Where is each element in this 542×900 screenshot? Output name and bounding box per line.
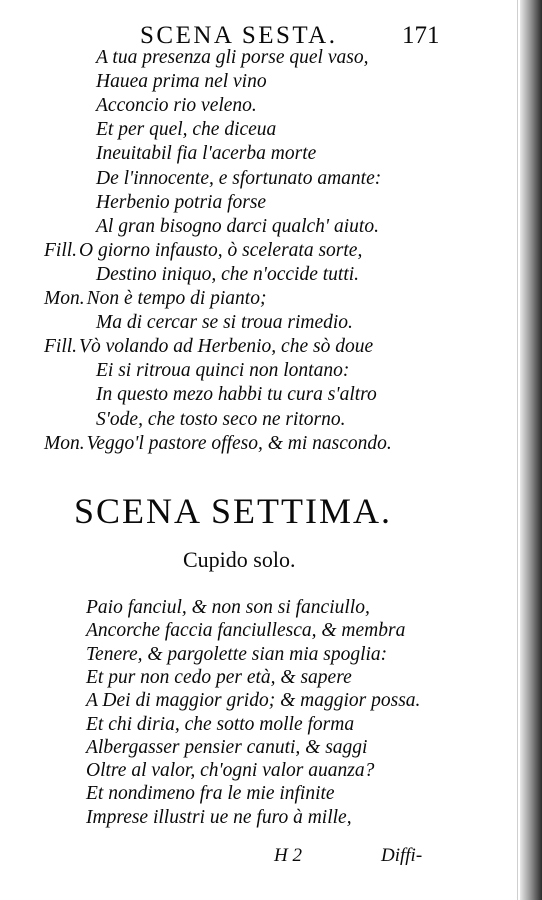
- verse-line: [96, 407, 542, 433]
- verse-line: [44, 286, 542, 312]
- verse-line: [96, 358, 542, 384]
- verse-line: A Dei di maggior grido; & maggior possa.: [86, 690, 421, 712]
- verse-text: De l'innocente, e sfortunato amante:: [96, 167, 382, 189]
- verse-text: Hauea prima nel vino: [96, 71, 267, 93]
- verse-text: Ei si ritroua quinci non lontano:: [96, 360, 350, 382]
- verse-text: Herbenio potria forse: [96, 191, 267, 213]
- verse-text: In questo mezo habbi tu cura s'altro: [96, 384, 377, 406]
- verse-line: [96, 190, 542, 216]
- speaker-label: Fill.: [44, 239, 78, 261]
- verse-line: Paio fanciul, & non son si fanciullo,: [86, 597, 370, 618]
- running-title: SCENA SESTA.: [140, 22, 338, 49]
- verse-text: A tua presenza gli porse quel vaso,: [96, 47, 369, 68]
- verse-line: Et chi diria, che sotto molle forma: [86, 713, 355, 735]
- verse-line: [96, 310, 542, 336]
- verse-text: Al gran bisogno darci qualch' aiuto.: [96, 215, 379, 237]
- verse-text: S'ode, che tosto seco ne ritorno.: [96, 408, 346, 430]
- verse-line: Et nondimeno fra le mie infinite: [86, 783, 335, 805]
- verse-line: [96, 166, 542, 192]
- speaker-label: Mon.: [44, 432, 85, 454]
- verse-line: [96, 117, 542, 143]
- verse-text: Veggo'l pastore offeso, & mi nascondo.: [86, 432, 392, 454]
- verse-text: Ma di cercar se si troua rimedio.: [96, 312, 353, 334]
- verse-line: [96, 93, 542, 119]
- verse-line: Imprese illustri ue ne furo à mille,: [86, 806, 352, 828]
- verse-line: Albergasser pensier canuti, & saggi: [86, 736, 368, 758]
- verse-text: Et per quel, che diceua: [96, 119, 277, 141]
- verse-line: [96, 69, 542, 95]
- verse-line: [44, 334, 542, 360]
- verse-line: [96, 141, 542, 167]
- verse-line: Tenere, & pargolette sian mia spoglia:: [86, 643, 388, 665]
- verse-line: [96, 382, 542, 408]
- verse-text: O giorno infausto, ò scelerata sorte,: [79, 239, 363, 261]
- scene-settima-title: SCENA SETTIMA.: [74, 491, 393, 531]
- verse-text: Acconcio rio veleno.: [96, 95, 257, 117]
- verse-line: [44, 431, 542, 457]
- verse-text: Vò volando ad Herbenio, che sò doue: [79, 336, 374, 358]
- catchword: Diffi-: [381, 845, 423, 866]
- verse-text: Non è tempo di pianto;: [86, 288, 267, 309]
- signature-mark: H 2: [274, 845, 302, 866]
- verse-line: Oltre al valor, ch'ogni valor auanza?: [86, 760, 375, 782]
- page-number: 171: [402, 22, 440, 49]
- verse-line: [96, 214, 542, 240]
- speaker-label: Mon.: [44, 288, 85, 309]
- verse-line: [96, 45, 542, 71]
- verse-line: [44, 238, 542, 264]
- verse-line: Ancorche faccia fanciullesca, & membra: [86, 620, 406, 642]
- verse-line: [96, 262, 542, 288]
- speaker-label: Fill.: [44, 336, 78, 358]
- verse-text: Destino iniquo, che n'occide tutti.: [96, 263, 360, 285]
- verse-text: Ineuitabil fia l'acerba morte: [96, 143, 317, 165]
- verse-line: Et pur non cedo per età, & sapere: [86, 666, 352, 688]
- scene-character: Cupido solo.: [183, 547, 296, 572]
